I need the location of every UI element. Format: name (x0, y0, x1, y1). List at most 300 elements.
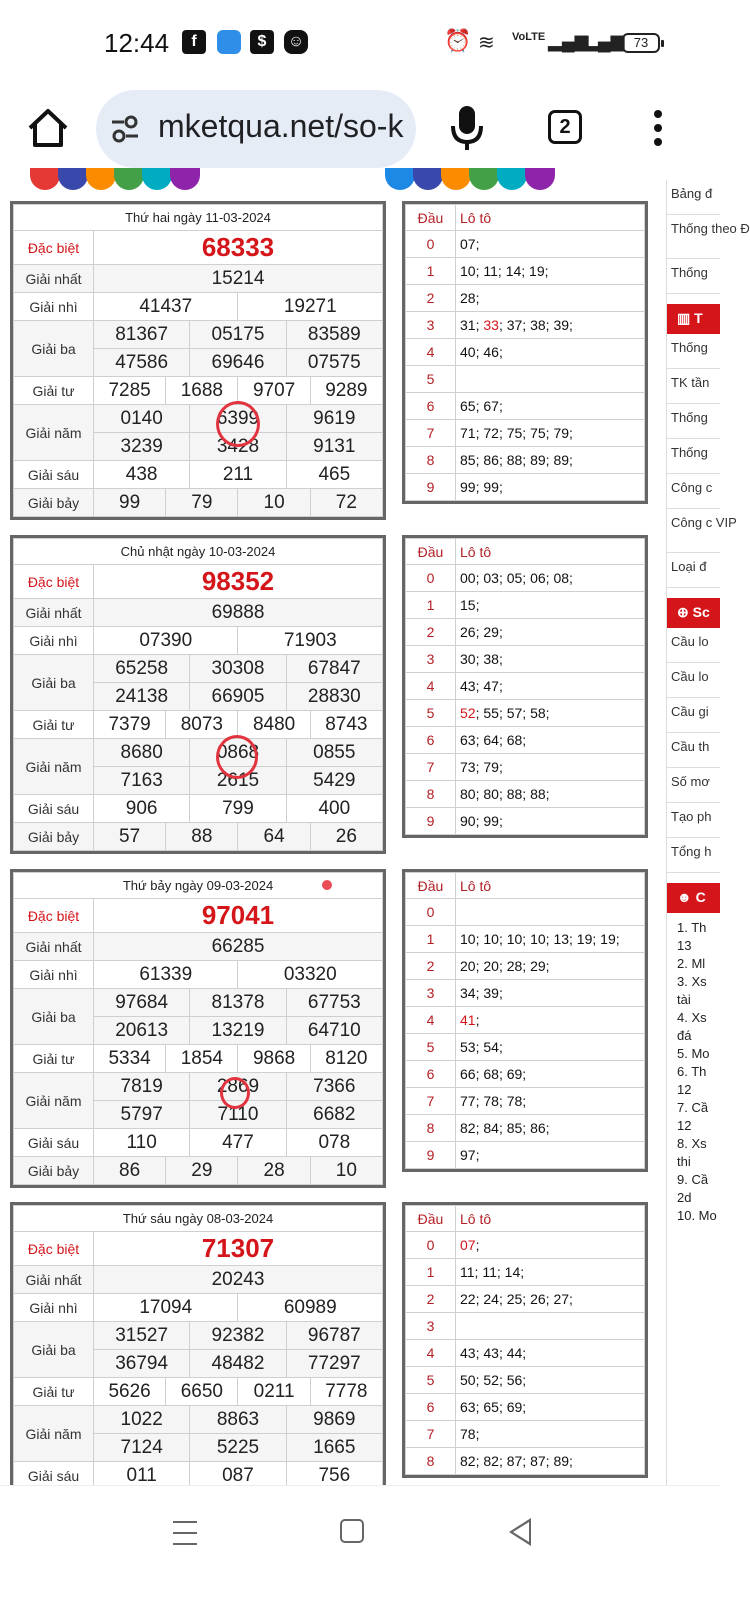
fifth-prize: 9869 (286, 1406, 382, 1434)
seventh-prize: 10 (310, 1157, 382, 1185)
fourth-prize: 8480 (238, 711, 310, 739)
loto-row (406, 285, 645, 312)
loto-head-digit: 4 (406, 673, 456, 700)
special-prize: 97041 (94, 899, 383, 933)
loto-row (406, 1394, 645, 1421)
loto-head-digit: 5 (406, 366, 456, 393)
back-icon[interactable] (509, 1518, 531, 1546)
fourth-prize: 5334 (94, 1045, 166, 1073)
status-bar (0, 0, 720, 90)
loto-row (406, 1367, 645, 1394)
fifth-prize: 5225 (190, 1434, 286, 1462)
sidebar-list-item[interactable]: 6. Th (677, 1064, 707, 1079)
sidebar-list-item[interactable]: 10. Mo (677, 1208, 717, 1223)
fifth-prize: 9131 (286, 433, 382, 461)
loto-head-digit: 4 (406, 1340, 456, 1367)
sidebar-link[interactable]: Số mơ (667, 768, 720, 803)
sidebar-link[interactable]: Cầu th (667, 733, 720, 768)
smile-icon: ☺ (284, 30, 308, 54)
seventh-prize: 28 (238, 1157, 310, 1185)
sidebar-list-item[interactable]: 9. Cầ (677, 1172, 709, 1187)
prize-label: Giải năm (14, 1073, 94, 1129)
third-prize: 67753 (286, 989, 382, 1017)
loto-values: 34; 39; (456, 980, 645, 1007)
loto-head-digit: 1 (406, 1259, 456, 1286)
loto-values: 97; (456, 1142, 645, 1169)
loto-head-digit: 8 (406, 1115, 456, 1142)
sidebar-link[interactable]: Tổng h (667, 838, 720, 873)
prize-label: Giải ba (14, 989, 94, 1045)
loto-head-digit: 2 (406, 1286, 456, 1313)
loto-values: 65; 67; (456, 393, 645, 420)
battery-icon: 73 (622, 33, 660, 53)
microphone-icon[interactable] (450, 104, 484, 152)
sidebar-link[interactable]: TK tần (667, 369, 720, 404)
dau-header: Đầu (406, 1206, 456, 1232)
third-prize: 64710 (286, 1017, 382, 1045)
loto-head-digit: 5 (406, 1367, 456, 1394)
second-prize: 41437 (94, 293, 238, 321)
loto-row (406, 980, 645, 1007)
loto-row (406, 592, 645, 619)
more-menu-icon[interactable] (650, 106, 666, 150)
loto-table (402, 869, 648, 1172)
sidebar-link[interactable]: Thống (667, 334, 720, 369)
clock: 12:44 (104, 28, 170, 58)
sidebar-list-item[interactable]: đá (677, 1028, 692, 1043)
loto-head-digit: 5 (406, 700, 456, 727)
loto-row (406, 420, 645, 447)
draw-date[interactable]: Thứ sáu ngày 08-03-2024 (14, 1206, 383, 1232)
signal-icon: ▂▄▆ (548, 31, 589, 51)
loto-values: 22; 24; 25; 26; 27; (456, 1286, 645, 1313)
chart-icon: ▥ (677, 310, 695, 326)
loto-row (406, 447, 645, 474)
loto-head-digit: 7 (406, 754, 456, 781)
loto-head-digit: 0 (406, 1232, 456, 1259)
shopping-bag-icon: $ (250, 30, 274, 54)
loto-values: 43; 47; (456, 673, 645, 700)
loto-head-digit: 0 (406, 231, 456, 258)
second-prize: 19271 (238, 293, 383, 321)
third-prize: 36794 (94, 1350, 190, 1378)
loto-row (406, 1340, 645, 1367)
sidebar-list-item[interactable]: 8. Xs (677, 1136, 707, 1151)
prize-label: Giải ba (14, 1322, 94, 1378)
loto-values: 78; (456, 1421, 645, 1448)
sidebar-link[interactable]: Bảng đ (667, 180, 720, 215)
home-nav-icon[interactable] (340, 1519, 364, 1543)
loto-head-digit: 7 (406, 1088, 456, 1115)
sidebar-list-item[interactable]: 2. Ml (677, 956, 706, 971)
draw-date[interactable]: Thứ hai ngày 11-03-2024 (14, 205, 383, 231)
sidebar-list-item[interactable]: 2d (677, 1190, 692, 1205)
alarm-icon: ⏰ (444, 28, 472, 53)
second-prize: 71903 (238, 627, 383, 655)
sidebar-link[interactable]: Thống theo Đ (667, 215, 720, 259)
site-settings-icon[interactable] (110, 114, 140, 144)
seventh-prize: 86 (94, 1157, 166, 1185)
loto-row (406, 1061, 645, 1088)
sidebar-list-item[interactable]: 12 (677, 1118, 692, 1133)
loto-row (406, 619, 645, 646)
loto-values: 77; 78; 78; (456, 1088, 645, 1115)
fourth-prize: 7379 (94, 711, 166, 739)
dau-header: Đầu (406, 873, 456, 899)
hand-drawn-circle (216, 401, 260, 447)
loto-values: 26; 29; (456, 619, 645, 646)
third-prize: 67847 (286, 655, 382, 683)
loto-values: 00; 03; 05; 06; 08; (456, 565, 645, 592)
loto-values: 31; 33; 37; 38; 39; (456, 312, 645, 339)
loto-row (406, 393, 645, 420)
page-content (0, 180, 750, 1486)
home-icon[interactable] (26, 106, 70, 150)
loto-row (406, 926, 645, 953)
seventh-prize: 26 (310, 823, 382, 851)
browser-toolbar (0, 90, 720, 180)
loto-row (406, 1007, 645, 1034)
seventh-prize: 64 (238, 823, 310, 851)
fourth-prize: 8120 (310, 1045, 382, 1073)
loto-head-digit: 9 (406, 474, 456, 501)
url-text[interactable]: mketqua.net/so-k (158, 108, 404, 144)
loto-row (406, 781, 645, 808)
third-prize: 81367 (94, 321, 190, 349)
loto-values: 07; (456, 231, 645, 258)
special-prize: 68333 (94, 231, 383, 265)
loto-row (406, 474, 645, 501)
fourth-prize: 9868 (238, 1045, 310, 1073)
fifth-prize: 7110 (190, 1101, 286, 1129)
first-prize: 15214 (94, 265, 383, 293)
loto-values: 99; 99; (456, 474, 645, 501)
prize-label: Đặc biệt (14, 231, 94, 265)
prize-label: Giải năm (14, 1406, 94, 1462)
sidebar-list-item[interactable]: thi (677, 1154, 691, 1169)
fourth-prize: 8743 (310, 711, 382, 739)
loto-head-digit: 3 (406, 980, 456, 1007)
sidebar-link[interactable]: Công c (667, 474, 720, 509)
fourth-prize: 8073 (166, 711, 238, 739)
loto-row (406, 899, 645, 926)
loto-values: 85; 86; 88; 89; 89; (456, 447, 645, 474)
recent-apps-icon[interactable] (173, 1521, 197, 1547)
loto-values: 53; 54; (456, 1034, 645, 1061)
sidebar-link[interactable]: Cầu gi (667, 698, 720, 733)
loto-head-digit: 6 (406, 727, 456, 754)
loto-head-digit: 7 (406, 1421, 456, 1448)
prize-label: Giải nhất (14, 933, 94, 961)
loto-row (406, 1286, 645, 1313)
loto-row (406, 1313, 645, 1340)
signal2-icon: ▂▄▆ (584, 31, 625, 51)
prize-label: Giải nhì (14, 1294, 94, 1322)
loto-row (406, 231, 645, 258)
fifth-prize: 7163 (94, 767, 190, 795)
hand-drawn-circle (220, 1077, 250, 1109)
sidebar-link[interactable]: Thống (667, 404, 720, 439)
users-icon: ☻ (677, 889, 696, 905)
loto-values (456, 1313, 645, 1340)
sixth-prize: 211 (190, 461, 286, 489)
special-prize: 98352 (94, 565, 383, 599)
loto-head-digit: 3 (406, 1313, 456, 1340)
facebook-icon: f (182, 30, 206, 54)
loto-row (406, 953, 645, 980)
result-table (10, 1202, 386, 1493)
loto-head-digit: 9 (406, 808, 456, 835)
first-prize: 69888 (94, 599, 383, 627)
second-prize: 17094 (94, 1294, 238, 1322)
loto-values: 71; 72; 75; 75; 79; (456, 420, 645, 447)
loto-head-digit: 6 (406, 393, 456, 420)
loto-values (456, 899, 645, 926)
prize-label: Đặc biệt (14, 899, 94, 933)
sidebar-section-search: ⊕ Sc (667, 598, 720, 628)
fifth-prize: 7366 (286, 1073, 382, 1101)
sidebar-list-item[interactable]: 7. Cầ (677, 1100, 709, 1115)
seventh-prize: 29 (166, 1157, 238, 1185)
loto-values: 63; 64; 68; (456, 727, 645, 754)
loto-values: 10; 11; 14; 19; (456, 258, 645, 285)
loto-row (406, 646, 645, 673)
prize-label: Giải năm (14, 739, 94, 795)
loto-head-digit: 1 (406, 258, 456, 285)
loto-row (406, 808, 645, 835)
loto-head-digit: 7 (406, 420, 456, 447)
loto-row (406, 1115, 645, 1142)
seventh-prize: 72 (310, 489, 382, 517)
loto-head-digit: 0 (406, 899, 456, 926)
fifth-prize: 2615 (190, 767, 286, 795)
loto-values: 50; 52; 56; (456, 1367, 645, 1394)
sidebar-list-item[interactable]: 1. Th (677, 920, 707, 935)
third-prize: 07575 (286, 349, 382, 377)
loto-row (406, 258, 645, 285)
loto-values: 41; (456, 1007, 645, 1034)
loto-head-digit: 8 (406, 781, 456, 808)
loto-row (406, 1259, 645, 1286)
prize-label: Giải bảy (14, 1157, 94, 1185)
loto-head-digit: 2 (406, 285, 456, 312)
third-prize: 81378 (190, 989, 286, 1017)
fourth-prize: 9707 (238, 377, 310, 405)
loto-row (406, 1088, 645, 1115)
dau-header: Đầu (406, 205, 456, 231)
prize-label: Giải bảy (14, 489, 94, 517)
sidebar-section-community: ☻ C (667, 883, 720, 913)
blue-app-icon (217, 30, 241, 54)
prize-label: Giải tư (14, 711, 94, 739)
third-prize: 20613 (94, 1017, 190, 1045)
sixth-prize: 756 (286, 1462, 382, 1490)
sixth-prize: 087 (190, 1462, 286, 1490)
sidebar-list-item[interactable]: 13 (677, 938, 692, 953)
sidebar-link[interactable]: Thống (667, 439, 720, 474)
loto-head-digit: 1 (406, 592, 456, 619)
prize-label: Giải nhất (14, 599, 94, 627)
loto-head-digit: 2 (406, 619, 456, 646)
prize-label: Giải tư (14, 377, 94, 405)
loto-table (402, 201, 648, 504)
loto-row (406, 1142, 645, 1169)
prize-label: Giải tư (14, 1378, 94, 1406)
sidebar-list-item[interactable]: 3. Xs (677, 974, 707, 989)
dau-header: Đầu (406, 539, 456, 565)
prize-label: Giải sáu (14, 795, 94, 823)
fourth-prize: 0211 (238, 1378, 310, 1406)
prize-label: Giải nhì (14, 627, 94, 655)
search-icon: ⊕ (677, 604, 693, 620)
fifth-prize: 3239 (94, 433, 190, 461)
third-prize: 69646 (190, 349, 286, 377)
loto-row (406, 727, 645, 754)
third-prize: 30308 (190, 655, 286, 683)
fifth-prize: 1665 (286, 1434, 382, 1462)
sidebar-link[interactable]: Tạo ph (667, 803, 720, 838)
loto-row (406, 673, 645, 700)
fifth-prize: 0855 (286, 739, 382, 767)
site-logo (30, 168, 640, 190)
prize-label: Giải ba (14, 655, 94, 711)
seventh-prize: 99 (94, 489, 166, 517)
sixth-prize: 400 (286, 795, 382, 823)
third-prize: 83589 (286, 321, 382, 349)
loto-values: 90; 99; (456, 808, 645, 835)
fifth-prize: 5797 (94, 1101, 190, 1129)
loto-values: 80; 80; 88; 88; (456, 781, 645, 808)
loto-values: 43; 43; 44; (456, 1340, 645, 1367)
loto-row (406, 565, 645, 592)
prize-label: Giải bảy (14, 823, 94, 851)
right-sidebar (666, 180, 750, 1485)
prize-label: Giải nhất (14, 265, 94, 293)
result-table (10, 869, 386, 1188)
prize-label: Giải nhất (14, 1266, 94, 1294)
fifth-prize: 0140 (94, 405, 190, 433)
loto-header: Lô tô (456, 873, 645, 899)
loto-head-digit: 6 (406, 1394, 456, 1421)
second-prize: 07390 (94, 627, 238, 655)
sidebar-link[interactable]: Cầu lo (667, 628, 720, 663)
wifi-icon: ≋ (478, 32, 495, 54)
loto-values: 11; 11; 14; (456, 1259, 645, 1286)
loto-header: Lô tô (456, 205, 645, 231)
loto-values: 30; 38; (456, 646, 645, 673)
sidebar-list-item[interactable]: 4. Xs (677, 1010, 707, 1025)
fifth-prize: 0868 (190, 739, 286, 767)
loto-head-digit: 8 (406, 1448, 456, 1475)
loto-head-digit: 9 (406, 1142, 456, 1169)
prize-label: Giải nhì (14, 961, 94, 989)
notification-dot (322, 880, 332, 890)
loto-table (402, 535, 648, 838)
sidebar-link[interactable]: Công c VIP (667, 509, 720, 553)
loto-row (406, 1448, 645, 1475)
loto-head-digit: 2 (406, 953, 456, 980)
loto-values: 66; 68; 69; (456, 1061, 645, 1088)
third-prize: 66905 (190, 683, 286, 711)
fifth-prize: 5429 (286, 767, 382, 795)
prize-label: Giải ba (14, 321, 94, 377)
loto-row (406, 1421, 645, 1448)
fifth-prize: 9619 (286, 405, 382, 433)
volte-label: VoLTE (512, 31, 546, 43)
third-prize: 13219 (190, 1017, 286, 1045)
prize-label: Giải nhì (14, 293, 94, 321)
sidebar-list-item[interactable]: 12 (677, 1082, 692, 1097)
loto-values: 73; 79; (456, 754, 645, 781)
fifth-prize: 8863 (190, 1406, 286, 1434)
sixth-prize: 078 (286, 1129, 382, 1157)
prize-label: Giải sáu (14, 461, 94, 489)
loto-values: 82; 82; 87; 87; 89; (456, 1448, 645, 1475)
sidebar-list-item[interactable]: 5. Mo (677, 1046, 710, 1061)
sixth-prize: 799 (190, 795, 286, 823)
special-prize: 71307 (94, 1232, 383, 1266)
loto-head-digit: 5 (406, 1034, 456, 1061)
fourth-prize: 7285 (94, 377, 166, 405)
loto-head-digit: 8 (406, 447, 456, 474)
loto-row (406, 754, 645, 781)
prize-label: Giải tư (14, 1045, 94, 1073)
prize-label: Đặc biệt (14, 1232, 94, 1266)
draw-date[interactable]: Thứ bảy ngày 09-03-2024 (14, 873, 383, 899)
third-prize: 48482 (190, 1350, 286, 1378)
third-prize: 65258 (94, 655, 190, 683)
first-prize: 66285 (94, 933, 383, 961)
seventh-prize: 79 (166, 489, 238, 517)
fourth-prize: 6650 (166, 1378, 238, 1406)
sixth-prize: 465 (286, 461, 382, 489)
fifth-prize: 8680 (94, 739, 190, 767)
prize-label: Đặc biệt (14, 565, 94, 599)
sidebar-list-item[interactable]: tài (677, 992, 691, 1007)
loto-head-digit: 4 (406, 339, 456, 366)
third-prize: 28830 (286, 683, 382, 711)
fourth-prize: 1688 (166, 377, 238, 405)
second-prize: 03320 (238, 961, 383, 989)
sidebar-link[interactable]: Cầu lo (667, 663, 720, 698)
second-prize: 61339 (94, 961, 238, 989)
loto-values: 28; (456, 285, 645, 312)
loto-row (406, 312, 645, 339)
second-prize: 60989 (238, 1294, 383, 1322)
fifth-prize: 3428 (190, 433, 286, 461)
loto-row (406, 1034, 645, 1061)
loto-values: 63; 65; 69; (456, 1394, 645, 1421)
loto-head-digit: 6 (406, 1061, 456, 1088)
address-bar[interactable] (96, 90, 416, 168)
loto-values: 52; 55; 57; 58; (456, 700, 645, 727)
sidebar-link[interactable]: Thống (667, 259, 720, 294)
prize-label: Giải sáu (14, 1129, 94, 1157)
loto-head-digit: 4 (406, 1007, 456, 1034)
fifth-prize: 6682 (286, 1101, 382, 1129)
system-nav-bar (0, 1485, 720, 1600)
draw-date[interactable]: Chủ nhật ngày 10-03-2024 (14, 539, 383, 565)
loto-values: 10; 10; 10; 10; 13; 19; 19; (456, 926, 645, 953)
sidebar-section-statistics: ▥ T (667, 304, 720, 334)
seventh-prize: 88 (166, 823, 238, 851)
sidebar-link[interactable]: Loại đ (667, 553, 720, 588)
sixth-prize: 438 (94, 461, 190, 489)
loto-values: 07; (456, 1232, 645, 1259)
fifth-prize: 1022 (94, 1406, 190, 1434)
loto-header: Lô tô (456, 1206, 645, 1232)
tab-switcher-button[interactable]: 2 (548, 110, 582, 144)
